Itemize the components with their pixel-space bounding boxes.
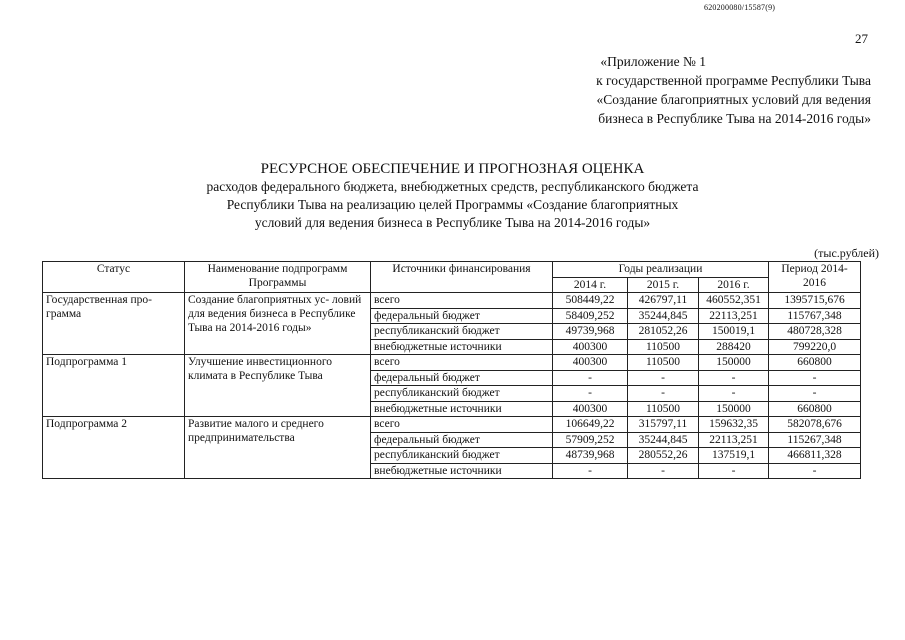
value-2015-cell: - [628,463,699,479]
value-2015-cell: 110500 [628,401,699,417]
source-cell: всего [371,417,553,433]
table-body [43,293,861,479]
units-label: (тыс.рублей) [814,246,879,260]
appendix-header [596,52,871,128]
value-2016-cell: 22113,251 [699,308,769,324]
value-period-cell: - [769,370,861,386]
title-line: расходов федерального бюджета, внебюджетных средств, республиканского бюджета [206,179,699,194]
value-2014-cell: 58409,252 [553,308,628,324]
value-2016-cell: - [699,370,769,386]
header-2014: 2014 г. [553,277,628,293]
title-line: Республики Тыва на реализацию целей Программы «Создание благоприятных [226,197,679,212]
value-2014-cell: 57909,252 [553,432,628,448]
value-2015-cell: 35244,845 [628,432,699,448]
value-2016-cell: 22113,251 [699,432,769,448]
title-line: условий для ведения бизнеса в Республике Тыва на 2014-2016 годы» [254,215,651,230]
subprogram-name-cell: Развитие малого и среднего предпринимательства [185,417,371,479]
value-2016-cell: - [699,386,769,402]
value-2015-cell: - [628,386,699,402]
value-period-cell: 660800 [769,355,861,371]
value-period-cell: 799220,0 [769,339,861,355]
value-2014-cell: 49739,968 [553,324,628,340]
value-2015-cell: 110500 [628,355,699,371]
header-period: Период 2014-2016 [769,262,861,293]
document-title [0,160,905,232]
table-row [43,355,861,371]
header-2015: 2015 г. [628,277,699,293]
value-2014-cell: 508449,22 [553,293,628,309]
source-cell: всего [371,355,553,371]
value-period-cell: 1395715,676 [769,293,861,309]
subprogram-name-cell: Создание благоприятных ус- ловий для ведения бизнеса в Республике Тыва на 2014-2016 годы» [185,293,371,355]
value-2015-cell: 281052,26 [628,324,699,340]
value-2014-cell: 400300 [553,401,628,417]
value-period-cell: 480728,328 [769,324,861,340]
value-2015-cell: 426797,11 [628,293,699,309]
value-2014-cell: 48739,968 [553,448,628,464]
value-2016-cell: 159632,35 [699,417,769,433]
value-2016-cell: 137519,1 [699,448,769,464]
value-2015-cell: 280552,26 [628,448,699,464]
source-cell: федеральный бюджет [371,370,553,386]
table-header [43,262,861,293]
appendix-line: бизнеса в Республике Тыва на 2014-2016 годы» [598,111,871,126]
value-2015-cell: 35244,845 [628,308,699,324]
header-sources: Источники финансирования [371,262,553,293]
table-row [43,417,861,433]
source-cell: внебюджетные источники [371,401,553,417]
source-cell: внебюджетные источники [371,463,553,479]
value-2016-cell: 150019,1 [699,324,769,340]
source-cell: республиканский бюджет [371,324,553,340]
header-status: Статус [43,262,185,293]
source-cell: всего [371,293,553,309]
value-period-cell: 582078,676 [769,417,861,433]
value-2015-cell: 315797,11 [628,417,699,433]
status-cell: Государственная про- грамма [43,293,185,355]
appendix-line: к государственной программе Республики Тыва [596,73,871,88]
source-cell: федеральный бюджет [371,308,553,324]
subprogram-name-cell: Улучшение инвестиционного климата в Республике Тыва [185,355,371,417]
value-period-cell: - [769,463,861,479]
value-period-cell: 466811,328 [769,448,861,464]
appendix-line: «Приложение № 1 [600,54,706,69]
resource-table [42,261,861,479]
value-period-cell: 660800 [769,401,861,417]
value-2015-cell: 110500 [628,339,699,355]
value-2014-cell: - [553,463,628,479]
source-cell: республиканский бюджет [371,448,553,464]
page-number: 27 [855,31,868,46]
value-2015-cell: - [628,370,699,386]
value-period-cell: 115767,348 [769,308,861,324]
appendix-line: «Создание благоприятных условий для ведения [596,92,871,107]
source-cell: республиканский бюджет [371,386,553,402]
title-main: РЕСУРСНОЕ ОБЕСПЕЧЕНИЕ И ПРОГНОЗНАЯ ОЦЕНКА [260,161,645,177]
value-2016-cell: 460552,351 [699,293,769,309]
value-2014-cell: - [553,370,628,386]
value-2014-cell: 400300 [553,339,628,355]
source-cell: внебюджетные источники [371,339,553,355]
value-2014-cell: 400300 [553,355,628,371]
value-2016-cell: 150000 [699,401,769,417]
value-2016-cell: - [699,463,769,479]
value-2016-cell: 150000 [699,355,769,371]
header-name: Наименование подпрограмм Программы [185,262,371,293]
value-period-cell: 115267,348 [769,432,861,448]
value-2014-cell: - [553,386,628,402]
status-cell: Подпрограмма 1 [43,355,185,417]
source-cell: федеральный бюджет [371,432,553,448]
header-2016: 2016 г. [699,277,769,293]
table-row [43,293,861,309]
value-2014-cell: 106649,22 [553,417,628,433]
value-2016-cell: 288420 [699,339,769,355]
value-period-cell: - [769,386,861,402]
status-cell: Подпрограмма 2 [43,417,185,479]
header-years-group: Годы реализации [553,262,769,278]
document-id: 620200080/15587(9) [704,3,776,12]
